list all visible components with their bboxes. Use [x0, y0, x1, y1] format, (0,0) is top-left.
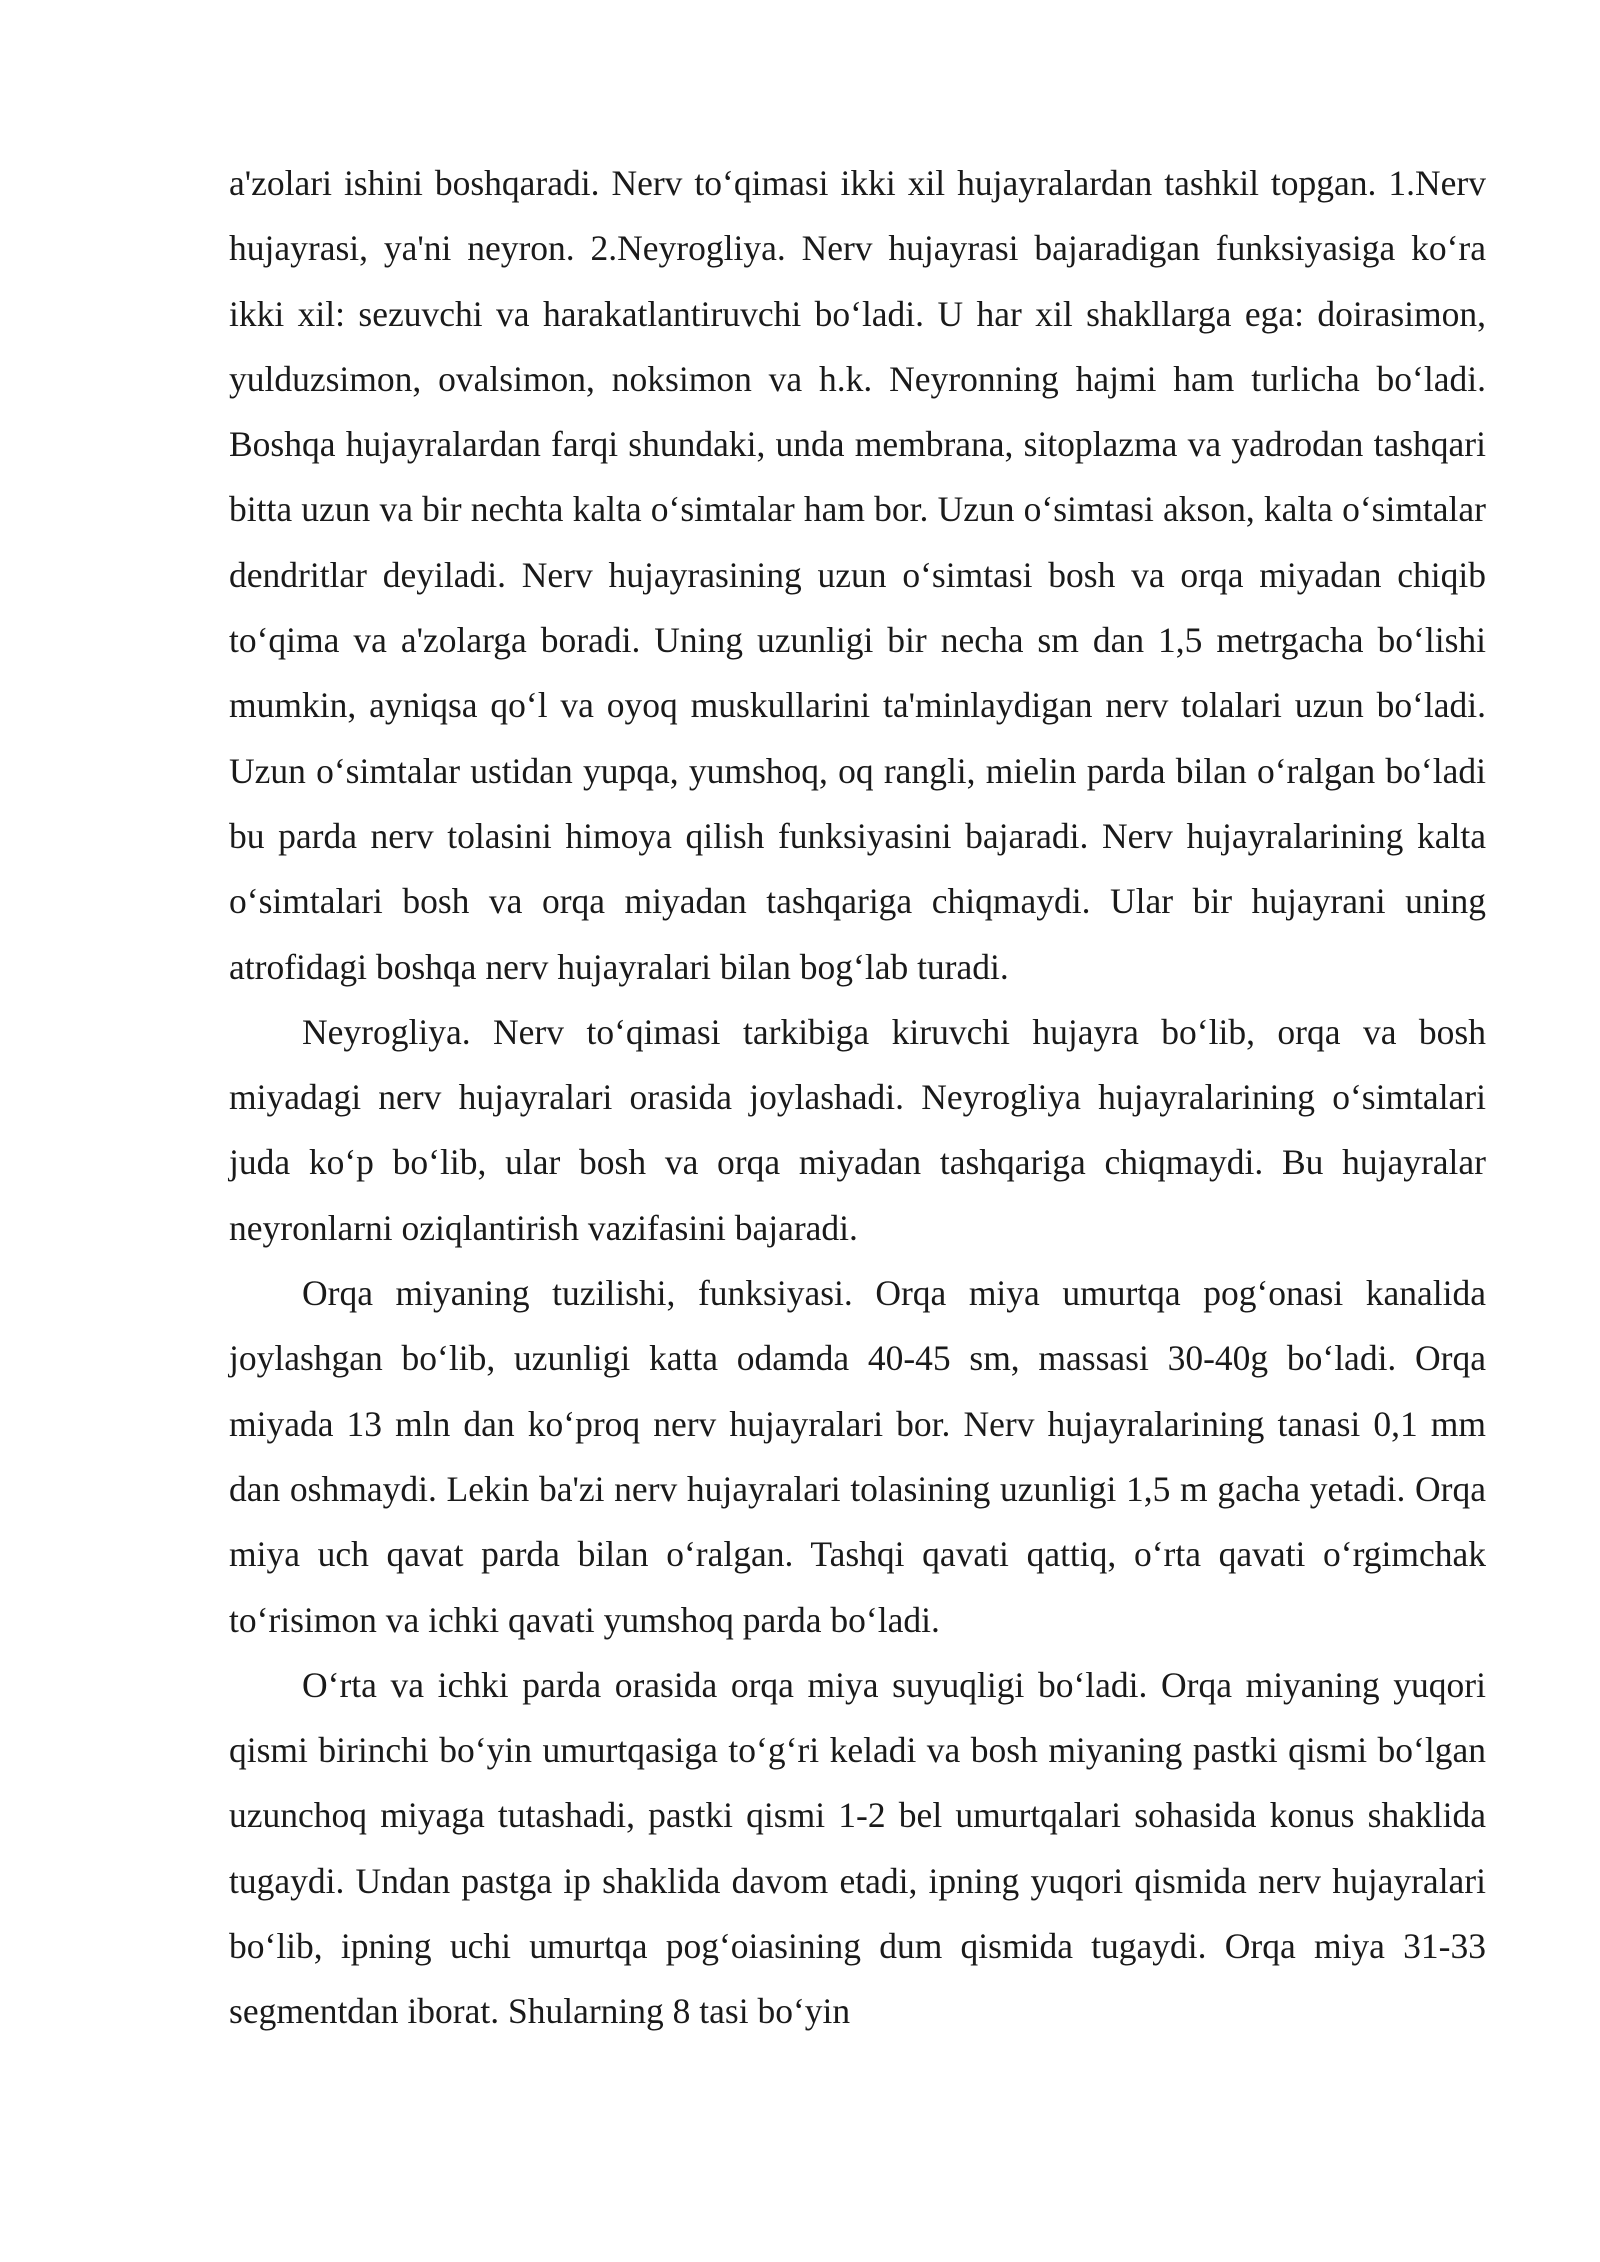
paragraph-spinal-cord-structure: Orqa miyaning tuzilishi, funksiyasi. Orqa miya umurtqa pog‘onasi kanalida joylashgan bo‘lib, uzunligi katta odamda 40-45 sm, massasi 30-40g bo‘ladi. Orqa miyada 13 mln dan ko‘proq nerv hujayralari bor. Nerv hujayralarining tanasi 0,1 mm dan oshmaydi. Lekin ba'zi nerv hujayralari tolasining uzunligi 1,5 m gacha yetadi. Orqa miya uch qavat parda bilan o‘ralgan. Tashqi qavati qattiq, o‘rta qavati o‘rgimchak to‘risimon va ichki qavati yumshoq parda bo‘ladi.	[229, 1273, 1486, 1640]
paragraph-nerve-cell: a'zolari ishini boshqaradi. Nerv to‘qimasi ikki xil hujayralardan tashkil topgan. 1.Nerv hujayrasi, ya'ni neyron. 2.Neyrogliya. Nerv hujayrasi bajaradigan funksiyasiga ko‘ra ikki xil: sezuvchi va harakatlantiruvchi bo‘ladi. U har xil shakllarga ega: doirasimon, yulduzsimon, ovalsimon, noksimon va h.k. Neyronning hajmi ham turlicha bo‘ladi. Boshqa hujayralardan farqi shundaki, unda membrana, sitoplazma va yadrodan tashqari bitta uzun va bir nechta kalta o‘simtalar ham bor. Uzun o‘simtasi akson, kalta o‘simtalar dendritlar deyiladi. Nerv hujayrasining uzun o‘simtasi bosh va orqa miyadan chiqib to‘qima va a'zolarga boradi. Uning uzunligi bir necha sm dan 1,5 metrgacha bo‘lishi mumkin, ayniqsa qo‘l va oyoq muskullarini ta'minlaydigan nerv tolalari uzun bo‘ladi. Uzun o‘simtalar ustidan yupqa, yumshoq, oq rangli, mielin parda bilan o‘ralgan bo‘ladi bu parda nerv tolasini himoya qilish funksiyasini bajaradi. Nerv hujayralarining kalta o‘simtalari bosh va orqa miyadan tashqariga chiqmaydi. Ular bir hujayrani uning atrofidagi boshqa nerv hujayralari bilan bog‘lab turadi.	[229, 163, 1486, 987]
paragraph-neuroglia: Neyrogliya. Nerv to‘qimasi tarkibiga kiruvchi hujayra bo‘lib, orqa va bosh miyadagi nerv hujayralari orasida joylashadi. Neyrogliya hujayralarining o‘simtalari juda ko‘p bo‘lib, ular bosh va orqa miyadan tashqariga chiqmaydi. Bu hujayralar neyronlarni oziqlantirish vazifasini bajaradi.	[229, 1011, 1486, 1248]
paragraph-spinal-cord-membranes: O‘rta va ichki parda orasida orqa miya suyuqligi bo‘ladi. Orqa miyaning yuqori qismi birinchi bo‘yin umurtqasiga to‘g‘ri keladi va bosh miyaning pastki qismi bo‘lgan uzunchoq miyaga tutashadi, pastki qismi 1-2 bel umurtqalari sohasida konus shaklida tugaydi. Undan pastga ip shaklida davom etadi, ipning yuqori qismida nerv hujayralari bo‘lib, ipning uchi umurtqa pog‘oiasining dum qismida tugaydi. Orqa miya 31-33 segmentdan iborat. Shularning 8 tasi bo‘yin	[229, 1664, 1486, 2032]
body-text	[229, 151, 1486, 2045]
